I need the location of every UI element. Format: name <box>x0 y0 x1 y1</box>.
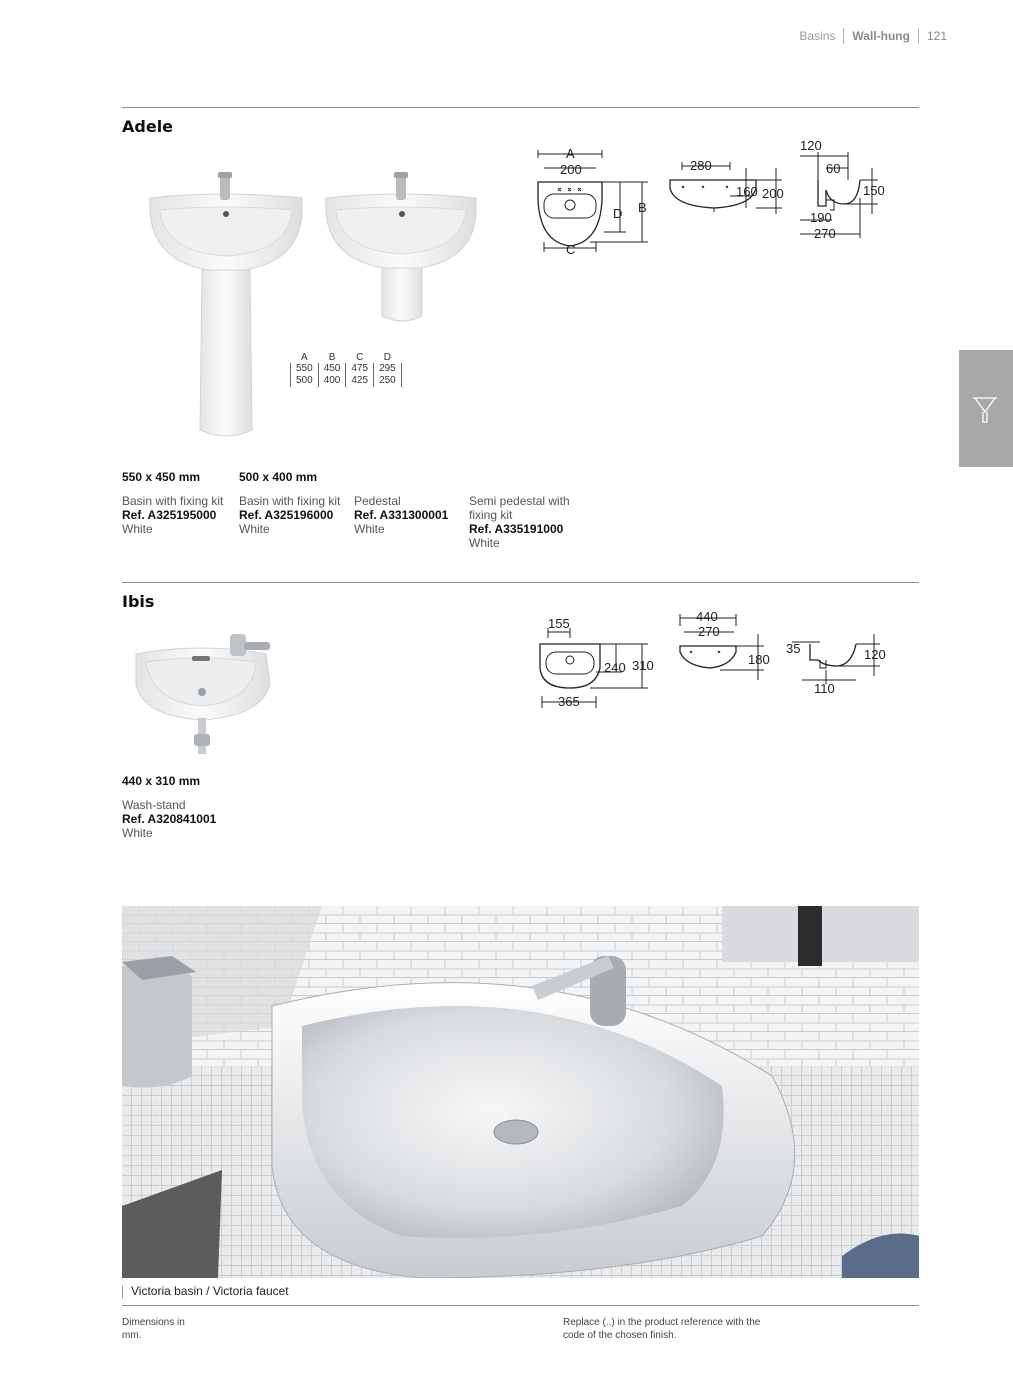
dim-label-A: A <box>566 146 575 161</box>
dim-label-155: 155 <box>548 616 570 631</box>
product-size: 500 x 400 mm <box>239 470 318 484</box>
product-block <box>122 774 252 840</box>
section-title-ibis: Ibis <box>122 592 155 611</box>
product-block <box>469 470 579 550</box>
product-reference: Ref. A325195000 <box>122 508 217 522</box>
table-cell: 400 <box>318 375 346 387</box>
dim-label-200: 200 <box>560 162 582 177</box>
table-cell: 550 <box>291 363 319 375</box>
table-cell: 450 <box>318 363 346 375</box>
side-tab <box>959 350 1013 467</box>
victoria-basin-photo <box>122 906 919 1278</box>
header-category: Basins <box>799 29 836 43</box>
product-description: Semi pedestal with fixing kit <box>469 494 570 522</box>
table-row <box>291 363 402 375</box>
column-header: C <box>356 352 364 363</box>
table-cell: 295 <box>374 363 402 375</box>
ibis-washstand-photo <box>130 628 280 763</box>
dim-label-310: 310 <box>632 658 654 673</box>
dim-label-top-200: 200 <box>762 186 784 201</box>
product-size: 440 x 310 mm <box>122 774 201 788</box>
product-description: Wash-stand <box>122 798 186 812</box>
table-header-row <box>291 352 402 363</box>
dim-label-D: D <box>613 206 623 221</box>
section-title-adele: Adele <box>122 117 174 136</box>
product-block <box>122 470 232 536</box>
dim-label-35: 35 <box>786 641 801 656</box>
product-reference: Ref. A331300001 <box>354 508 449 522</box>
dim-label-B: B <box>638 200 647 215</box>
dim-label-190: 190 <box>810 210 832 225</box>
product-finish: White <box>122 826 153 840</box>
column-header: B <box>328 352 336 363</box>
dim-label-side-120: 120 <box>864 647 886 662</box>
dim-label-150: 150 <box>863 183 885 198</box>
product-size <box>469 470 579 484</box>
dim-label-60: 60 <box>826 161 841 176</box>
table-cell: 500 <box>291 375 319 387</box>
product-size: 550 x 450 mm <box>122 470 201 484</box>
section-rule <box>122 582 919 583</box>
adele-dimension-table <box>290 352 402 387</box>
table-cell: 475 <box>346 363 374 375</box>
product-finish: White <box>469 536 500 550</box>
product-reference: Ref. A320841001 <box>122 812 217 826</box>
dim-label-C: C <box>566 242 576 257</box>
dim-label-180: 180 <box>748 652 770 667</box>
photo-caption <box>122 1284 289 1298</box>
product-description: Basin with fixing kit <box>239 494 341 508</box>
table-cell: 250 <box>374 375 402 387</box>
product-reference: Ref. A325196000 <box>239 508 334 522</box>
column-header: A <box>301 352 308 363</box>
ibis-technical-drawing <box>530 608 900 712</box>
table-cell: 425 <box>346 375 374 387</box>
dim-label-240: 240 <box>604 660 626 675</box>
dim-label-120: 120 <box>800 138 822 153</box>
column-header: D <box>383 352 392 363</box>
page-number: 121 <box>926 29 947 43</box>
dim-label-280: 280 <box>690 158 712 173</box>
product-block <box>239 470 349 536</box>
product-finish: White <box>354 522 385 536</box>
product-size <box>354 470 464 484</box>
header-divider <box>918 28 919 44</box>
caption-text: Victoria basin / Victoria faucet <box>131 1284 289 1298</box>
header-subcategory: Wall-hung <box>852 29 910 43</box>
header-divider <box>843 28 844 44</box>
footer-note-dimensions: Dimensions in mm. <box>122 1317 185 1341</box>
footer-rule <box>122 1305 919 1306</box>
caption-divider <box>122 1286 123 1298</box>
product-finish: White <box>239 522 270 536</box>
adele-basins-photo <box>130 160 485 450</box>
dim-label-270: 270 <box>814 226 836 241</box>
product-description: Basin with fixing kit <box>122 494 224 508</box>
page-header <box>799 28 947 44</box>
section-rule <box>122 107 919 108</box>
adele-technical-drawing <box>530 138 900 258</box>
dim-label-440: 440 <box>696 609 718 624</box>
table-row <box>291 375 402 387</box>
product-description: Pedestal <box>354 494 401 508</box>
product-finish: White <box>122 522 153 536</box>
product-reference: Ref. A335191000 <box>469 522 564 536</box>
footer-note-replace: Replace (..) in the product reference with the code of the chosen finish. <box>563 1317 761 1341</box>
basin-outline-icon <box>959 350 1013 467</box>
dim-label-110: 110 <box>814 681 835 696</box>
product-block <box>354 470 464 536</box>
dim-label-270: 270 <box>698 624 720 639</box>
dim-label-160: 160 <box>736 184 758 199</box>
dim-label-365: 365 <box>558 694 580 709</box>
